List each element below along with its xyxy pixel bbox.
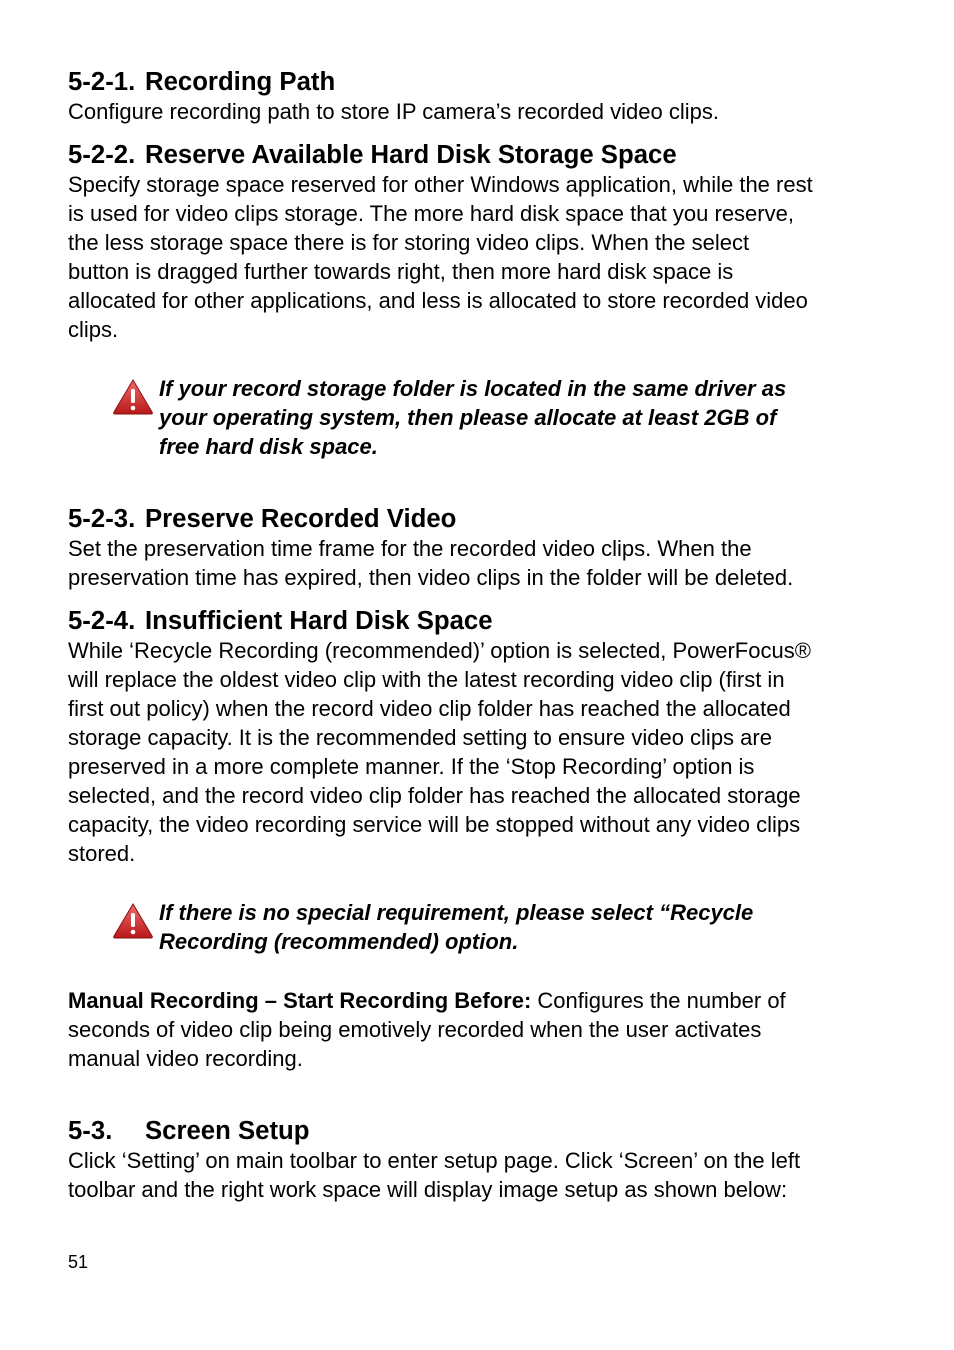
section-number: 5-2-2. xyxy=(68,141,136,169)
heading-5-2-4 xyxy=(68,607,868,636)
heading-5-2-1 xyxy=(68,68,868,97)
paragraph-insufficient-space: While ‘Recycle Recording (recommended)’ option is selected, PowerFocus® will replace the oldest video clip with the latest recording video clip (first in first out policy) when the record video clip folder has reached the allocated storage capacity. It is the recommended setting to ensure video clips are preserved in a more complete manner. If the ‘Stop Recording’ option is selected, and the record video clip folder has reached the allocated storage capacity, the video recording service will be stopped without any video clips stored. xyxy=(68,638,811,866)
paragraph-recording-path: Configure recording path to store IP camera’s recorded video clips. xyxy=(68,99,719,124)
manual-recording-text: Configures the number of seconds of video clip being emotively recorded when the user activates manual video recording. xyxy=(68,988,786,1071)
warning-note-recycle xyxy=(68,898,819,956)
paragraph-manual-recording xyxy=(68,986,813,1073)
warning-triangle-icon xyxy=(112,902,154,940)
note-text: If there is no special requirement, please select “Recycle Recording (recommended) option. xyxy=(159,900,754,954)
section-title: Screen Setup xyxy=(145,1117,310,1145)
heading-5-2-2 xyxy=(68,141,868,170)
document-page xyxy=(68,68,868,1204)
paragraph-reserve-space: Specify storage space reserved for other Windows application, while the rest is used for video clips storage. The more hard disk space that you reserve, the less storage space there is for storing video clips. When the select button is dragged further towards right, then more hard disk space is allocated for other applications, and less is allocated to store recorded video clips. xyxy=(68,172,813,342)
section-number: 5-2-3. xyxy=(68,505,136,533)
warning-note-storage xyxy=(68,374,819,461)
section-number: 5-2-1. xyxy=(68,68,136,96)
section-title: Preserve Recorded Video xyxy=(145,505,457,533)
warning-triangle-icon xyxy=(112,378,154,416)
heading-5-2-3 xyxy=(68,505,868,534)
note-text: If your record storage folder is located in the same driver as your operating system, then please allocate at least 2GB of free hard disk space. xyxy=(159,376,787,459)
heading-5-3 xyxy=(68,1117,868,1146)
page-number: 51 xyxy=(68,1252,89,1272)
paragraph-screen-setup: Click ‘Setting’ on main toolbar to enter setup page. Click ‘Screen’ on the left toolbar and the right work space will display image setup as shown below: xyxy=(68,1148,801,1202)
manual-recording-label: Manual Recording – Start Recording Before: xyxy=(68,988,532,1013)
section-title: Reserve Available Hard Disk Storage Space xyxy=(145,141,677,169)
paragraph-preserve-video: Set the preservation time frame for the recorded video clips. When the preservation time has expired, then video clips in the folder will be deleted. xyxy=(68,536,794,590)
section-number: 5-2-4. xyxy=(68,607,136,635)
section-title: Insufficient Hard Disk Space xyxy=(145,607,493,635)
section-title: Recording Path xyxy=(145,68,336,96)
section-number: 5-3. xyxy=(68,1117,113,1145)
